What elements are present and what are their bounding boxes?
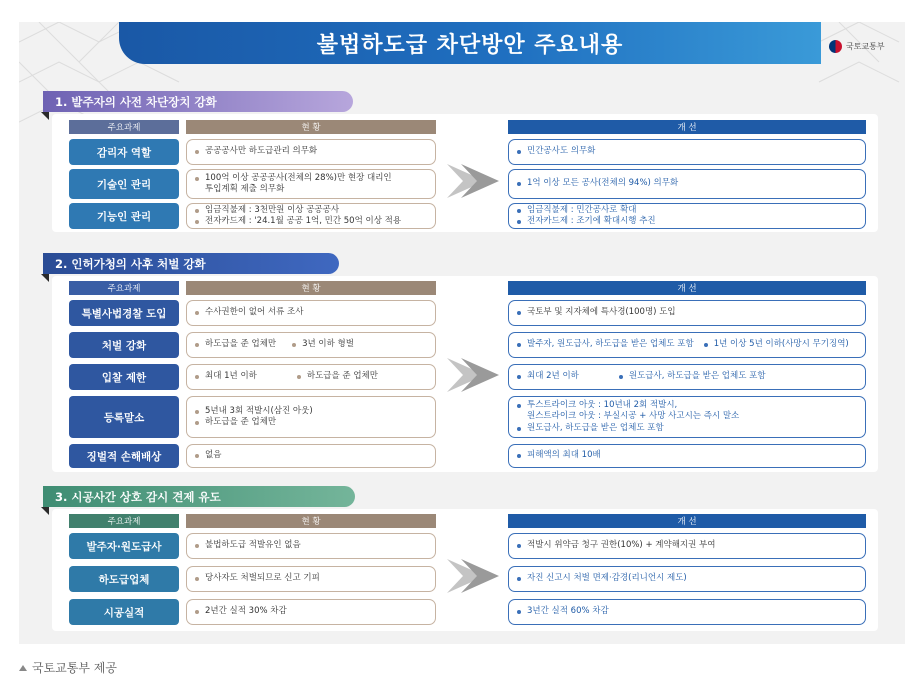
task-label: 처벌 강화 [69, 332, 179, 358]
improvement-box: 국토부 및 지자체에 특사경(100명) 도입 [508, 300, 866, 326]
arrow-right-icon [447, 553, 503, 599]
task-label: 감리자 역할 [69, 139, 179, 165]
current-box: 당사자도 처벌되므로 신고 기피 [186, 566, 436, 592]
current-box: 5년내 3회 적발시(삼진 아웃) 하도급을 준 업체만 [186, 396, 436, 438]
header-improvement: 개 선 [508, 281, 866, 295]
header-current: 현 황 [186, 514, 436, 528]
current-box: 100억 이상 공공공사(전체의 28%)만 현장 대리인 투입계획 제출 의무화 [186, 169, 436, 199]
current-box: 수사권한이 없어 서류 조사 [186, 300, 436, 326]
header-task: 주요과제 [69, 120, 179, 134]
section-3-corner [41, 507, 49, 515]
header-task: 주요과제 [69, 514, 179, 528]
arrow-right-icon [447, 352, 503, 398]
poster-title: 불법하도급 차단방안 주요내용 [316, 32, 624, 58]
task-label: 등록말소 [69, 396, 179, 438]
task-label: 기술인 관리 [69, 169, 179, 199]
header-improvement: 개 선 [508, 514, 866, 528]
current-box: 없음 [186, 444, 436, 468]
image-caption [19, 659, 117, 676]
header-current: 현 황 [186, 281, 436, 295]
ministry-logo [829, 40, 885, 53]
current-box: 하도급을 준 업체만 3년 이하 형벌 [186, 332, 436, 358]
current-box: 공공공사만 하도급관리 의무화 [186, 139, 436, 165]
current-box: 2년간 실적 30% 차감 [186, 599, 436, 625]
improvement-box: 발주자, 원도급사, 하도급을 받은 업체도 포함 1년 이상 5년 이하(사망시 무기징역) [508, 332, 866, 358]
arrow-right-icon [447, 158, 503, 204]
section-2-corner [41, 274, 49, 282]
caption-triangle-icon [19, 665, 27, 671]
section-3-panel [52, 509, 878, 631]
caption-text: 국토교통부 제공 [32, 661, 117, 675]
task-label: 기능인 관리 [69, 203, 179, 229]
current-box: 임금직불제 : 3천만원 이상 공공공사 전자카드제 : '24.1월 공공 1억, 민간 50억 이상 적용 [186, 203, 436, 229]
infographic-poster [19, 22, 905, 644]
task-label: 시공실적 [69, 599, 179, 625]
improvement-box: 1억 이상 모든 공사(전체의 94%) 의무화 [508, 169, 866, 199]
task-label: 징벌적 손해배상 [69, 444, 179, 468]
taegeuk-logo-icon [829, 40, 842, 53]
task-label: 하도급업체 [69, 566, 179, 592]
header-current: 현 황 [186, 120, 436, 134]
section-1-title: 1. 발주자의 사전 차단장치 강화 [43, 91, 353, 112]
section-2-panel [52, 276, 878, 472]
section-1-corner [41, 112, 49, 120]
current-box: 최대 1년 이하 하도급을 준 업체만 [186, 364, 436, 390]
current-box: 불법하도급 적발유인 없음 [186, 533, 436, 559]
title-banner [119, 22, 821, 64]
section-2-title: 2. 인허가청의 사후 처벌 강화 [43, 253, 339, 274]
task-label: 발주자·원도급사 [69, 533, 179, 559]
task-label: 특별사법경찰 도입 [69, 300, 179, 326]
improvement-box: 임금직불제 : 민간공사로 확대 전자카드제 : 조기에 확대시행 추진 [508, 203, 866, 229]
improvement-box: 최대 2년 이하 원도급사, 하도급을 받은 업체도 포함 [508, 364, 866, 390]
improvement-box: 자진 신고시 처벌 면제·감경(리니언시 제도) [508, 566, 866, 592]
improvement-box: 민간공사도 의무화 [508, 139, 866, 165]
logo-text: 국토교통부 [846, 42, 885, 51]
header-task: 주요과제 [69, 281, 179, 295]
section-1-panel [52, 114, 878, 232]
section-3-title: 3. 시공사간 상호 감시 견제 유도 [43, 486, 355, 507]
header-improvement: 개 선 [508, 120, 866, 134]
improvement-box: 투스트라이크 아웃 : 10년내 2회 적발시, 원스트라이크 아웃 : 부실시공 + 사망 사고시는 즉시 말소 원도급사, 하도급을 받은 업체도 포함 [508, 396, 866, 438]
task-label: 입찰 제한 [69, 364, 179, 390]
improvement-box: 3년간 실적 60% 차감 [508, 599, 866, 625]
improvement-box: 적발시 위약금 청구 권한(10%) + 계약해지권 부여 [508, 533, 866, 559]
improvement-box: 피해액의 최대 10배 [508, 444, 866, 468]
